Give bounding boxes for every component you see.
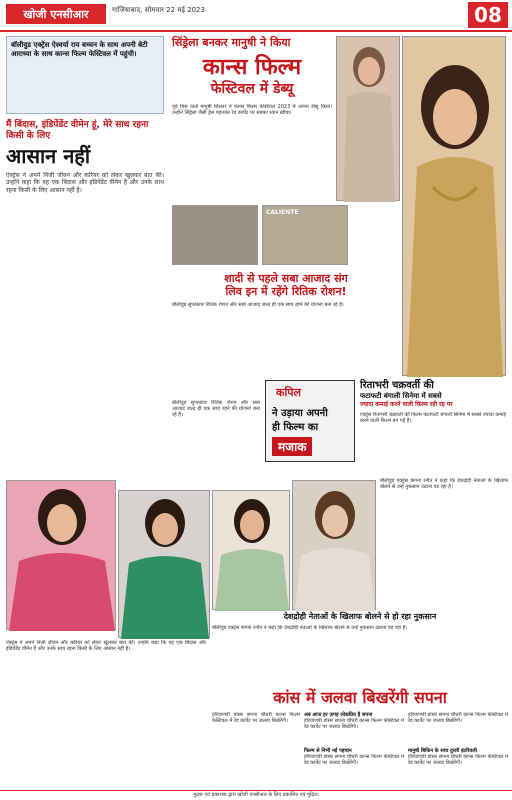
story-left-kicker: मैं बिंदास, इंडिपेंडेंट वीमेन हूं, मेरे साथ रहना किसी के लिए (6, 120, 149, 141)
sapna-figure-1 (7, 481, 117, 631)
story-left-body: ऐक्ट्रेस ने अपने निजी जीवन और करियर को लेकर खुलकर बात की। उन्होंने कहा कि वह एक बिंदास और इंडिपेंडेंट वीमेन हैं और उनके साथ रहना किसी के लिए आसान नहीं है। (6, 172, 164, 194)
sapna-photo-2 (118, 490, 210, 638)
sapna-body-4: हरियाणवी डांसर सपना चौधरी कान्स फिल्म फेस्टिवल में रेड कार्पेट पर जलवा बिखेरेंगी। (408, 712, 508, 725)
story-kangana (212, 612, 508, 683)
story-ritabhari (360, 380, 506, 484)
story-sapna (212, 688, 508, 707)
ritabhari-photo-figure (403, 37, 507, 377)
sapna-col-3 (408, 712, 508, 784)
manushi-photo (336, 36, 400, 201)
sapna-body-5: हरियाणवी डांसर सपना चौधरी कान्स फिल्म फेस्टिवल में रेड कार्पेट पर जलवा बिखेरेंगी। (408, 754, 508, 767)
header-rule (0, 30, 512, 32)
manushi-headline-3: फेस्टिवल में डेब्यू (210, 81, 294, 97)
sapna-photo-1 (6, 480, 116, 630)
left-bottom-body: ऐक्ट्रेस ने अपने निजी जीवन और करियर को लेकर खुलकर बात की। उन्होंने कहा कि वह एक बिंदास और इंडिपेंडेंट वीमेन हैं और उनके साथ रहना किसी के लिए आसान नहीं है। (6, 640, 206, 653)
kapil-body-left: बॉलीवुड सुपरस्टार रितिक रोशन और सबा आजाद जल्द ही एक साथ रहने की योजना बना रहे हैं। (172, 400, 260, 419)
sapna-subhead-3: मानुषी बिकिन के साथ दुसरी इंटरिवली (408, 748, 477, 754)
kangana-headline: देशद्रोही नेताओं के खिलाफ बोलने से हो रहा नुकसान (283, 612, 437, 621)
lead-box (6, 36, 164, 114)
kangana-photo (292, 480, 376, 610)
ritabhari-body: एक्ट्रेस रिताभरी चक्रवर्ती की फिल्म फटाफटी बंगाली सिनेमा में सबसे ज्यादा कमाई करने वाली फिल्म बन गई है। (360, 412, 506, 425)
dateline: गाजियाबाद, सोमवार 22 मई 2023 (112, 6, 205, 14)
manushi-headline-1: सिंड्रेला बनकर मानुषी ने किया (172, 36, 291, 49)
sapna-col-2 (304, 712, 404, 784)
kapil-box (265, 380, 355, 462)
sapna-figure-3 (213, 491, 291, 611)
kangana-body: बॉलीवुड एक्ट्रेस कंगना रनौत ने कहा कि देशद्रोही नेताओं के खिलाफ बोलने से उन्हें नुकसान उठाना पड़ रहा है। (212, 625, 408, 631)
ritabhari-headline-3: ज्यादा कमाई करने वाली फिल्म रही रह पर (360, 401, 453, 408)
kapil-line-3: मजाक (272, 437, 312, 456)
page-header (0, 0, 512, 30)
kangana-body-right: बॉलीवुड एक्ट्रेस कंगना रनौत ने कहा कि देशद्रोही नेताओं के खिलाफ बोलने से उन्हें नुकसान उठाना पड़ रहा है। (380, 478, 508, 491)
manushi-photo-figure (337, 37, 401, 202)
manushi-headline-2: कान्स फिल्म (202, 55, 302, 80)
hrithik-headline-1: शादी से पहले सबा आजाद संग (224, 272, 348, 285)
footer-imprint: मुद्रक एवं प्रकाशक द्वारा खोजी एनसीआर के लिए प्रकाशित एवं मुद्रित। (0, 790, 512, 800)
hrithik-headline-2: लिव इन में रहेंगे रितिक रोशन! (225, 285, 347, 298)
sapna-subhead-1: अब आज हर ज़गह लोकप्रिय है सपना (304, 712, 373, 718)
sapna-headline: कांस में जलवा बिखरेंगी सपना (273, 688, 447, 707)
kangana-figure (293, 481, 377, 611)
kapil-line-2: ही फिल्म का (272, 422, 319, 433)
story-manushi (172, 36, 332, 184)
hrithik-photo-caption: CALIENTE (266, 209, 299, 216)
ritabhari-photo (402, 36, 506, 376)
lead-box-text: बॉलीवुड एक्ट्रेस ऐश्वर्या राय बच्चन के साथ अपनी बेटी आराध्या के साथ कान्स फिल्म फेस्टिवल में पहुंची। (11, 41, 148, 58)
sapna-body-1: हरियाणवी डांसर सपना चौधरी कान्स फिल्म फेस्टिवल में रेड कार्पेट पर जलवा बिखेरेंगी। (212, 712, 300, 725)
story-left-headline: आसान नहीं (6, 144, 91, 168)
sapna-photo-3 (212, 490, 290, 610)
page-number: 08 (468, 2, 508, 28)
ritabhari-headline-2: फटाफटी बंगाली सिनेमा में सबसे (360, 392, 442, 400)
sapna-subhead-2: फिल्म से निभी नई पहचान (304, 748, 352, 754)
hrithik-body: बॉलीवुड सुपरस्टार रितिक रोशन और सबा आजाद जल्द ही एक साथ रहने की योजना बना रहे हैं। (172, 302, 344, 308)
sapna-body-3: हरियाणवी डांसर सपना चौधरी कान्स फिल्म फेस्टिवल में रेड कार्पेट पर जलवा बिखेरेंगी। (304, 754, 404, 767)
masthead: खोजी एनसीआर (6, 4, 106, 24)
sapna-figure-2 (119, 491, 211, 639)
kapil-line-1: ने उड़ाया अपनी (272, 408, 328, 419)
hrithik-photo-1 (172, 205, 258, 265)
kapil-name: कपिल (276, 386, 302, 399)
hrithik-photo-2 (262, 205, 348, 265)
sapna-body-2: हरियाणवी डांसर सपना चौधरी कान्स फिल्म फेस्टिवल में रेड कार्पेट पर जलवा बिखेरेंगी। (304, 718, 404, 731)
manushi-body: पूर्व मिस वर्ल्ड मानुषी छिल्लर ने कान्स फिल्म फेस्टिवल 2023 में अपना डेब्यू किया। उन्होंने सिंड्रेला जैसी ड्रेस पहनकर रेड कार्पेट पर सबका ध्यान खींचा। (172, 104, 332, 117)
ritabhari-headline-1: रिताभरी चक्रवर्ती की (360, 380, 434, 391)
